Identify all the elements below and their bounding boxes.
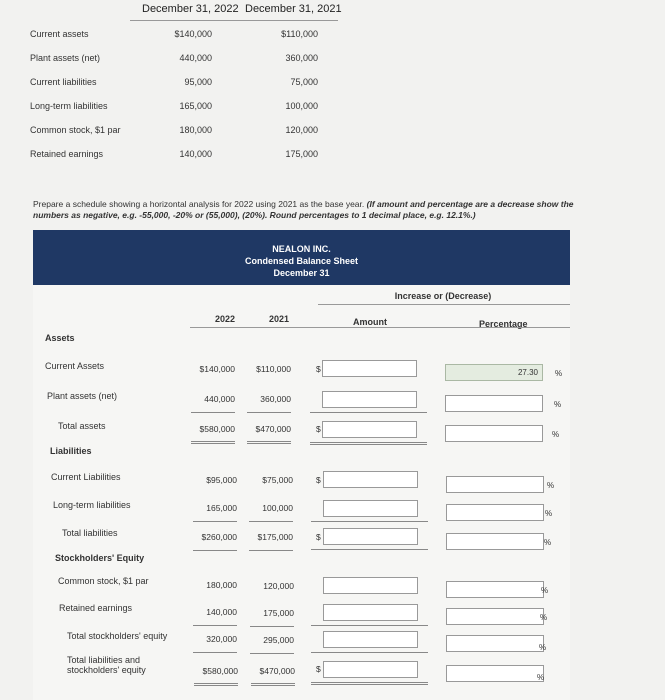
company-name: NEALON INC. — [272, 244, 331, 254]
increase-decrease-header: Increase or (Decrease) — [394, 291, 492, 301]
top-label-current-assets: Current assets — [30, 29, 89, 39]
amount-input-total-stockholders-equity[interactable] — [323, 631, 418, 648]
top-label-plant-assets: Plant assets (net) — [30, 53, 101, 63]
top-value-2021: 100,000 — [285, 101, 318, 111]
top-label-retained-earnings: Retained earnings — [30, 149, 104, 159]
row-value-2022: 165,000 — [193, 503, 237, 522]
percentage-input-current-assets[interactable]: 27.30 — [445, 364, 543, 381]
top-value-2022: 180,000 — [179, 125, 212, 135]
dollar-sign: $ — [316, 424, 321, 434]
top-label-common-stock: Common stock, $1 par — [30, 125, 121, 135]
stockholders-equity-heading: Stockholders' Equity — [55, 553, 145, 563]
instructions-italic: (If amount and percentage are a decrease show the numbers as negative, e.g. -55,000, -20% or (55,000), (20%). Round percentages to 1 decimal place, e.g. 12.1%.) — [33, 199, 574, 220]
percentage-input-plant-assets[interactable] — [445, 395, 543, 412]
instructions-plain: Prepare a schedule showing a horizontal analysis for 2022 using 2021 as the base year. — [33, 199, 365, 209]
statement-name: Condensed Balance Sheet — [244, 256, 359, 266]
amount-double-underline — [311, 682, 428, 685]
amount-input-current-liabilities[interactable] — [323, 471, 418, 488]
top-value-2021: 360,000 — [285, 53, 318, 63]
row-value-2022: 440,000 — [191, 394, 235, 413]
row-value-2022: $580,000 — [194, 666, 238, 686]
top-value-2022: 165,000 — [179, 101, 212, 111]
top-value-2021: 175,000 — [285, 149, 318, 159]
row-label-total-assets: Total assets — [58, 421, 106, 431]
row-value-2021: $110,000 — [256, 364, 291, 374]
row-value-2022: $260,000 — [193, 532, 237, 551]
percent-sign: % — [552, 430, 560, 439]
statement-date: December 31 — [273, 268, 330, 278]
column-header-rule — [190, 327, 570, 328]
row-value-2022: 180,000 — [206, 580, 237, 590]
row-value-2022: 140,000 — [193, 607, 237, 626]
header-dec-2021: December 31, 2021 — [245, 3, 342, 15]
percent-sign: % — [554, 400, 562, 409]
percentage-input-long-term-liabilities[interactable] — [446, 504, 544, 521]
percentage-input-common-stock[interactable] — [446, 581, 544, 598]
top-value-2022: 95,000 — [184, 77, 212, 87]
amount-input-common-stock[interactable] — [323, 577, 418, 594]
percent-sign: % — [547, 481, 555, 490]
amount-input-plant-assets[interactable] — [322, 391, 417, 408]
top-label-current-liabilities: Current liabilities — [30, 77, 97, 87]
amount-underline — [311, 625, 428, 626]
row-value-2021: $470,000 — [247, 424, 291, 444]
percentage-input-total-stockholders-equity[interactable] — [446, 635, 547, 652]
amount-input-current-assets[interactable] — [322, 360, 417, 377]
percent-sign: % — [539, 643, 547, 652]
percentage-input-total-assets[interactable] — [445, 425, 543, 442]
row-value-2021: 295,000 — [250, 635, 294, 654]
col-amount-header: Amount — [353, 317, 387, 327]
amount-input-total-liabilities[interactable] — [323, 528, 418, 545]
dollar-sign: $ — [316, 364, 321, 374]
amount-input-total-assets[interactable] — [322, 421, 417, 438]
top-value-2022: 140,000 — [179, 149, 212, 159]
top-value-2021: 75,000 — [290, 77, 318, 87]
col-percentage-header: Percentage — [479, 319, 528, 329]
amount-double-underline — [310, 442, 427, 445]
percentage-input-current-liabilities[interactable] — [446, 476, 544, 493]
percent-sign: % — [540, 613, 548, 622]
percentage-input-retained-earnings[interactable] — [446, 608, 544, 625]
row-label-common-stock: Common stock, $1 par — [58, 576, 149, 586]
header-rule — [130, 20, 338, 21]
row-value-2021: 360,000 — [247, 394, 291, 413]
percent-sign: % — [555, 369, 563, 378]
row-value-2022: $580,000 — [191, 424, 235, 444]
dollar-sign: $ — [316, 475, 321, 485]
amount-underline — [311, 521, 428, 522]
row-value-2021: 120,000 — [263, 581, 294, 591]
top-value-2022: 440,000 — [179, 53, 212, 63]
row-label-total-liabilities-and-equity — [67, 655, 146, 675]
header-dec-2022: December 31, 2022 — [142, 3, 239, 15]
row-value-2021: 100,000 — [249, 503, 293, 522]
amount-underline — [310, 412, 427, 413]
amount-input-retained-earnings[interactable] — [323, 604, 418, 621]
row-label-plant-assets: Plant assets (net) — [47, 391, 118, 401]
percent-sign: % — [544, 538, 552, 547]
percent-sign: % — [537, 673, 545, 682]
row-label-line1: Total liabilities and — [67, 655, 141, 665]
dollar-sign: $ — [316, 532, 321, 542]
row-value-2021: $470,000 — [251, 666, 295, 686]
row-label-current-liabilities: Current Liabilities — [51, 472, 121, 482]
row-value-2022: $95,000 — [206, 475, 237, 485]
amount-input-total-liabilities-and-equity[interactable] — [323, 661, 418, 678]
amount-underline — [311, 549, 428, 550]
schedule-title-banner — [33, 230, 570, 285]
amount-underline — [311, 652, 428, 653]
instructions — [33, 199, 593, 221]
col-2021-header: 2021 — [268, 314, 289, 324]
top-value-2021: 120,000 — [285, 125, 318, 135]
percentage-input-total-liabilities[interactable] — [446, 533, 544, 550]
row-value-2022: 320,000 — [193, 634, 237, 653]
row-label-total-liabilities: Total liabilities — [62, 528, 118, 538]
row-label-retained-earnings: Retained earnings — [59, 603, 133, 613]
row-value-2021: $75,000 — [262, 475, 293, 485]
col-2022-header: 2022 — [214, 314, 235, 324]
group-header-rule — [318, 304, 570, 305]
percent-sign: % — [541, 586, 549, 595]
percentage-input-total-liabilities-and-equity[interactable] — [446, 665, 544, 682]
dollar-sign: $ — [316, 664, 321, 674]
top-value-2021: $110,000 — [281, 29, 318, 39]
row-value-2022: $140,000 — [199, 364, 235, 374]
amount-input-long-term-liabilities[interactable] — [323, 500, 418, 517]
row-label-current-assets: Current Assets — [45, 361, 105, 371]
assets-heading: Assets — [45, 333, 75, 343]
liabilities-heading: Liabilities — [50, 446, 92, 456]
percent-sign: % — [545, 509, 553, 518]
top-label-long-term-liabilities: Long-term liabilities — [30, 101, 108, 111]
row-value-2021: 175,000 — [250, 608, 294, 627]
row-label-total-stockholders-equity: Total stockholders' equity — [67, 631, 168, 641]
row-label-long-term-liabilities: Long-term liabilities — [53, 500, 131, 510]
row-label-line2: stockholders' equity — [67, 665, 146, 675]
row-value-2021: $175,000 — [249, 532, 293, 551]
top-value-2022: $140,000 — [174, 29, 212, 39]
